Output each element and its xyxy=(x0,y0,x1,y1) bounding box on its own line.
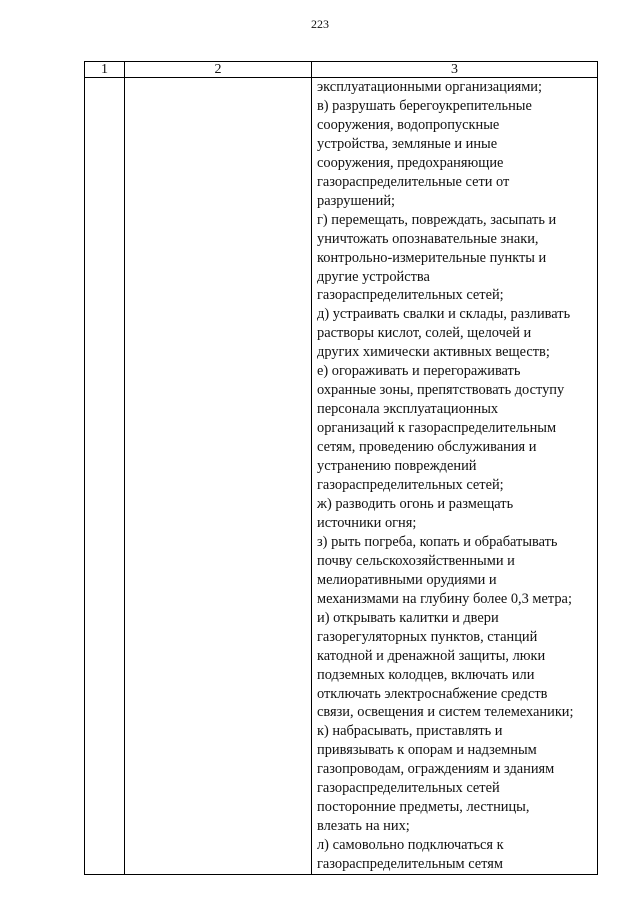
text-line: л) самовольно подключаться к xyxy=(317,837,504,854)
text-line: сетям, проведению обслуживания и xyxy=(317,439,537,456)
text-line: е) огораживать и перегораживать xyxy=(317,363,521,380)
text-line: почву сельскохозяйственными и xyxy=(317,552,515,569)
text-line: ж) разводить огонь и размещать xyxy=(317,495,514,512)
column-header-3: 3 xyxy=(312,62,598,78)
text-line: персонала эксплуатационных xyxy=(317,401,499,418)
text-line: газораспределительным сетям xyxy=(317,856,504,873)
text-line: влезать на них; xyxy=(317,818,410,835)
text-line: привязывать к опорам и надземным xyxy=(317,742,537,759)
text-line: сооружения, водопропускные xyxy=(317,116,500,133)
text-line: газорегуляторных пунктов, станций xyxy=(317,628,538,645)
text-line: д) устраивать свалки и склады, разливать xyxy=(317,306,571,323)
text-line: и) открывать калитки и двери xyxy=(317,609,499,626)
text-line: подземных колодцев, включать или xyxy=(317,666,535,683)
text-line: другие устройства xyxy=(317,268,430,285)
text-line: посторонние предметы, лестницы, xyxy=(317,799,530,816)
text-line: катодной и дренажной защиты, люки xyxy=(317,647,546,664)
text-line: эксплуатационными организациями; xyxy=(317,79,543,95)
text-line: газораспределительных сетей xyxy=(317,780,500,797)
text-line: газораспределительных сетей; xyxy=(317,287,504,304)
table-header-row xyxy=(85,62,598,78)
text-line: в) разрушать берегоукрепительные xyxy=(317,97,532,114)
text-line: связи, освещения и систем телемеханики; xyxy=(317,704,574,721)
text-line: разрушений; xyxy=(317,192,396,209)
text-line: сооружения, предохраняющие xyxy=(317,154,504,171)
table-cell-col1 xyxy=(85,78,125,875)
text-line: организаций к газораспределительным xyxy=(317,420,557,437)
table-cell-col2 xyxy=(125,78,312,875)
text-line: з) рыть погреба, копать и обрабатывать xyxy=(317,533,558,550)
text-line: мелиоративными орудиями и xyxy=(317,571,497,588)
table-row xyxy=(85,78,598,875)
text-line: газораспределительные сети от xyxy=(317,173,510,190)
text-line: других химически активных веществ; xyxy=(317,344,550,361)
text-line: газораспределительных сетей; xyxy=(317,477,504,494)
text-line: контрольно-измерительные пункты и xyxy=(317,249,547,266)
text-line: устройства, земляные и иные xyxy=(317,135,498,152)
text-line: источники огня; xyxy=(317,514,417,531)
text-line: механизмами на глубину более 0,3 метра; xyxy=(317,590,572,607)
text-line: газопроводам, ограждениям и зданиям xyxy=(317,761,555,778)
page-number: 223 xyxy=(311,17,329,31)
text-line: отключать электроснабжение средств xyxy=(317,685,548,702)
text-line: г) перемещать, повреждать, засыпать и xyxy=(317,211,557,228)
text-line: устранению повреждений xyxy=(317,458,477,475)
text-line: к) набрасывать, приставлять и xyxy=(317,723,503,740)
column-header-1: 1 xyxy=(85,62,125,78)
text-line: охранные зоны, препятствовать доступу xyxy=(317,382,565,399)
document-table xyxy=(84,61,598,875)
text-line: растворы кислот, солей, щелочей и xyxy=(317,325,532,342)
text-line: уничтожать опознавательные знаки, xyxy=(317,230,539,247)
table-cell-col3 xyxy=(312,78,598,875)
column-header-2: 2 xyxy=(125,62,312,78)
